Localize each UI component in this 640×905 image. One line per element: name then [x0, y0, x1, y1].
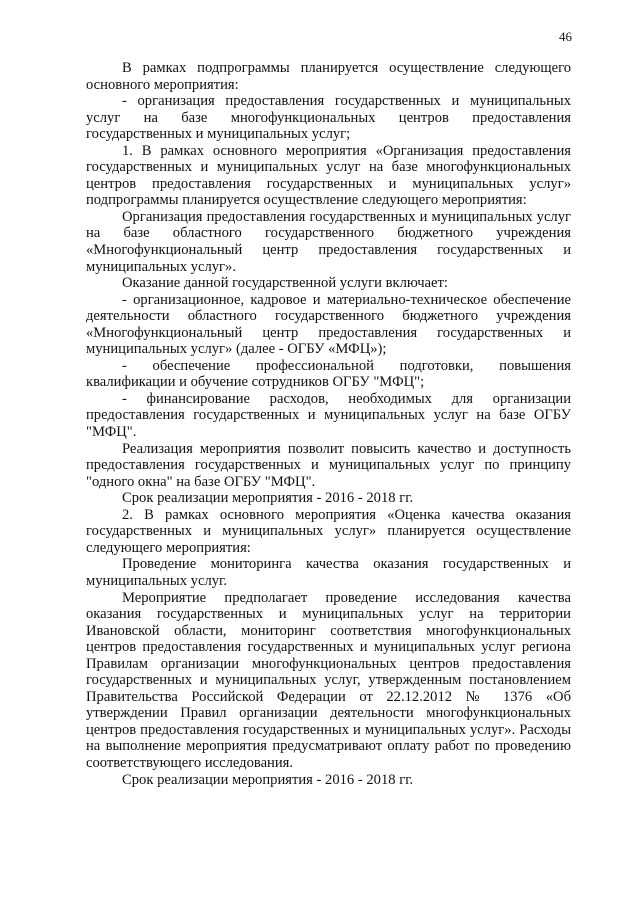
paragraph-9: Реализация мероприятия позволит повысить качество и доступность предоставления государственных и муниципальных услуг по принципу "одного окна" на базе ОГБУ "МФЦ". — [86, 440, 571, 490]
paragraph-6: - организационное, кадровое и материально-техническое обеспечение деятельности областного государственного бюджетного учреждения «Многофункциональный центр предоставления государственных и муниципальных услуг» (далее - ОГБУ «МФЦ»); — [86, 291, 571, 358]
paragraph-14: Срок реализации мероприятия - 2016 - 2018 гг. — [122, 771, 414, 788]
paragraph-3: 1. В рамках основного мероприятия «Организация предоставления государственных и муниципальных услуг на базе многофункциональных центров предоставления государственных и муниципальных услуг» подпрограммы планируется осуществление следующего мероприятия: — [86, 142, 571, 209]
paragraph-2: - организация предоставления государственных и муниципальных услуг на базе многофункциональных центров предоставления государственных и муниципальных услуг; — [86, 93, 571, 143]
paragraph-10: Срок реализации мероприятия - 2016 - 2018 гг. — [122, 490, 414, 507]
paragraph-11: 2. В рамках основного мероприятия «Оценка качества оказания государственных и муниципальных услуг» планируется осуществление следующего мероприятия: — [86, 506, 571, 556]
paragraph-4: Организация предоставления государственных и муниципальных услуг на базе областного государственного бюджетного учреждения «Многофункциональный центр предоставления государственных и муниципальных услуг». — [86, 208, 571, 275]
paragraph-7: - обеспечение профессиональной подготовки, повышения квалификации и обучение сотрудников ОГБУ "МФЦ"; — [86, 357, 571, 391]
paragraph-13: Мероприятие предполагает проведение исследования качества оказания государственных и муниципальных услуг на территории Ивановской области, мониторинг соответствия многофункциональных центров предоставления государственных и муниципальных услуг региона Правилам организации многофункциональных центров предоставления государственных и муниципальных услуг, утвержденным постановлением Правительства Российской Федерации от 22.12.2012 № 1376 «Об утверждении Правил организации деятельности многофункциональных центров предоставления государственных и муниципальных услуг». Расходы на выполнение мероприятия предусматривают оплату работ по проведению соответствующего исследования. — [86, 589, 571, 771]
paragraph-5: Оказание данной государственной услуги включает: — [122, 275, 448, 292]
paragraph-12: Проведение мониторинга качества оказания государственных и муниципальных услуг. — [86, 556, 571, 589]
page-number: 46 — [559, 29, 572, 44]
body-text — [86, 60, 571, 788]
paragraph-8: - финансирование расходов, необходимых для организации предоставления государственных и муниципальных услуг на базе ОГБУ "МФЦ". — [86, 390, 571, 441]
paragraph-1: В рамках подпрограммы планируется осуществление следующего основного мероприятия: — [86, 60, 571, 93]
